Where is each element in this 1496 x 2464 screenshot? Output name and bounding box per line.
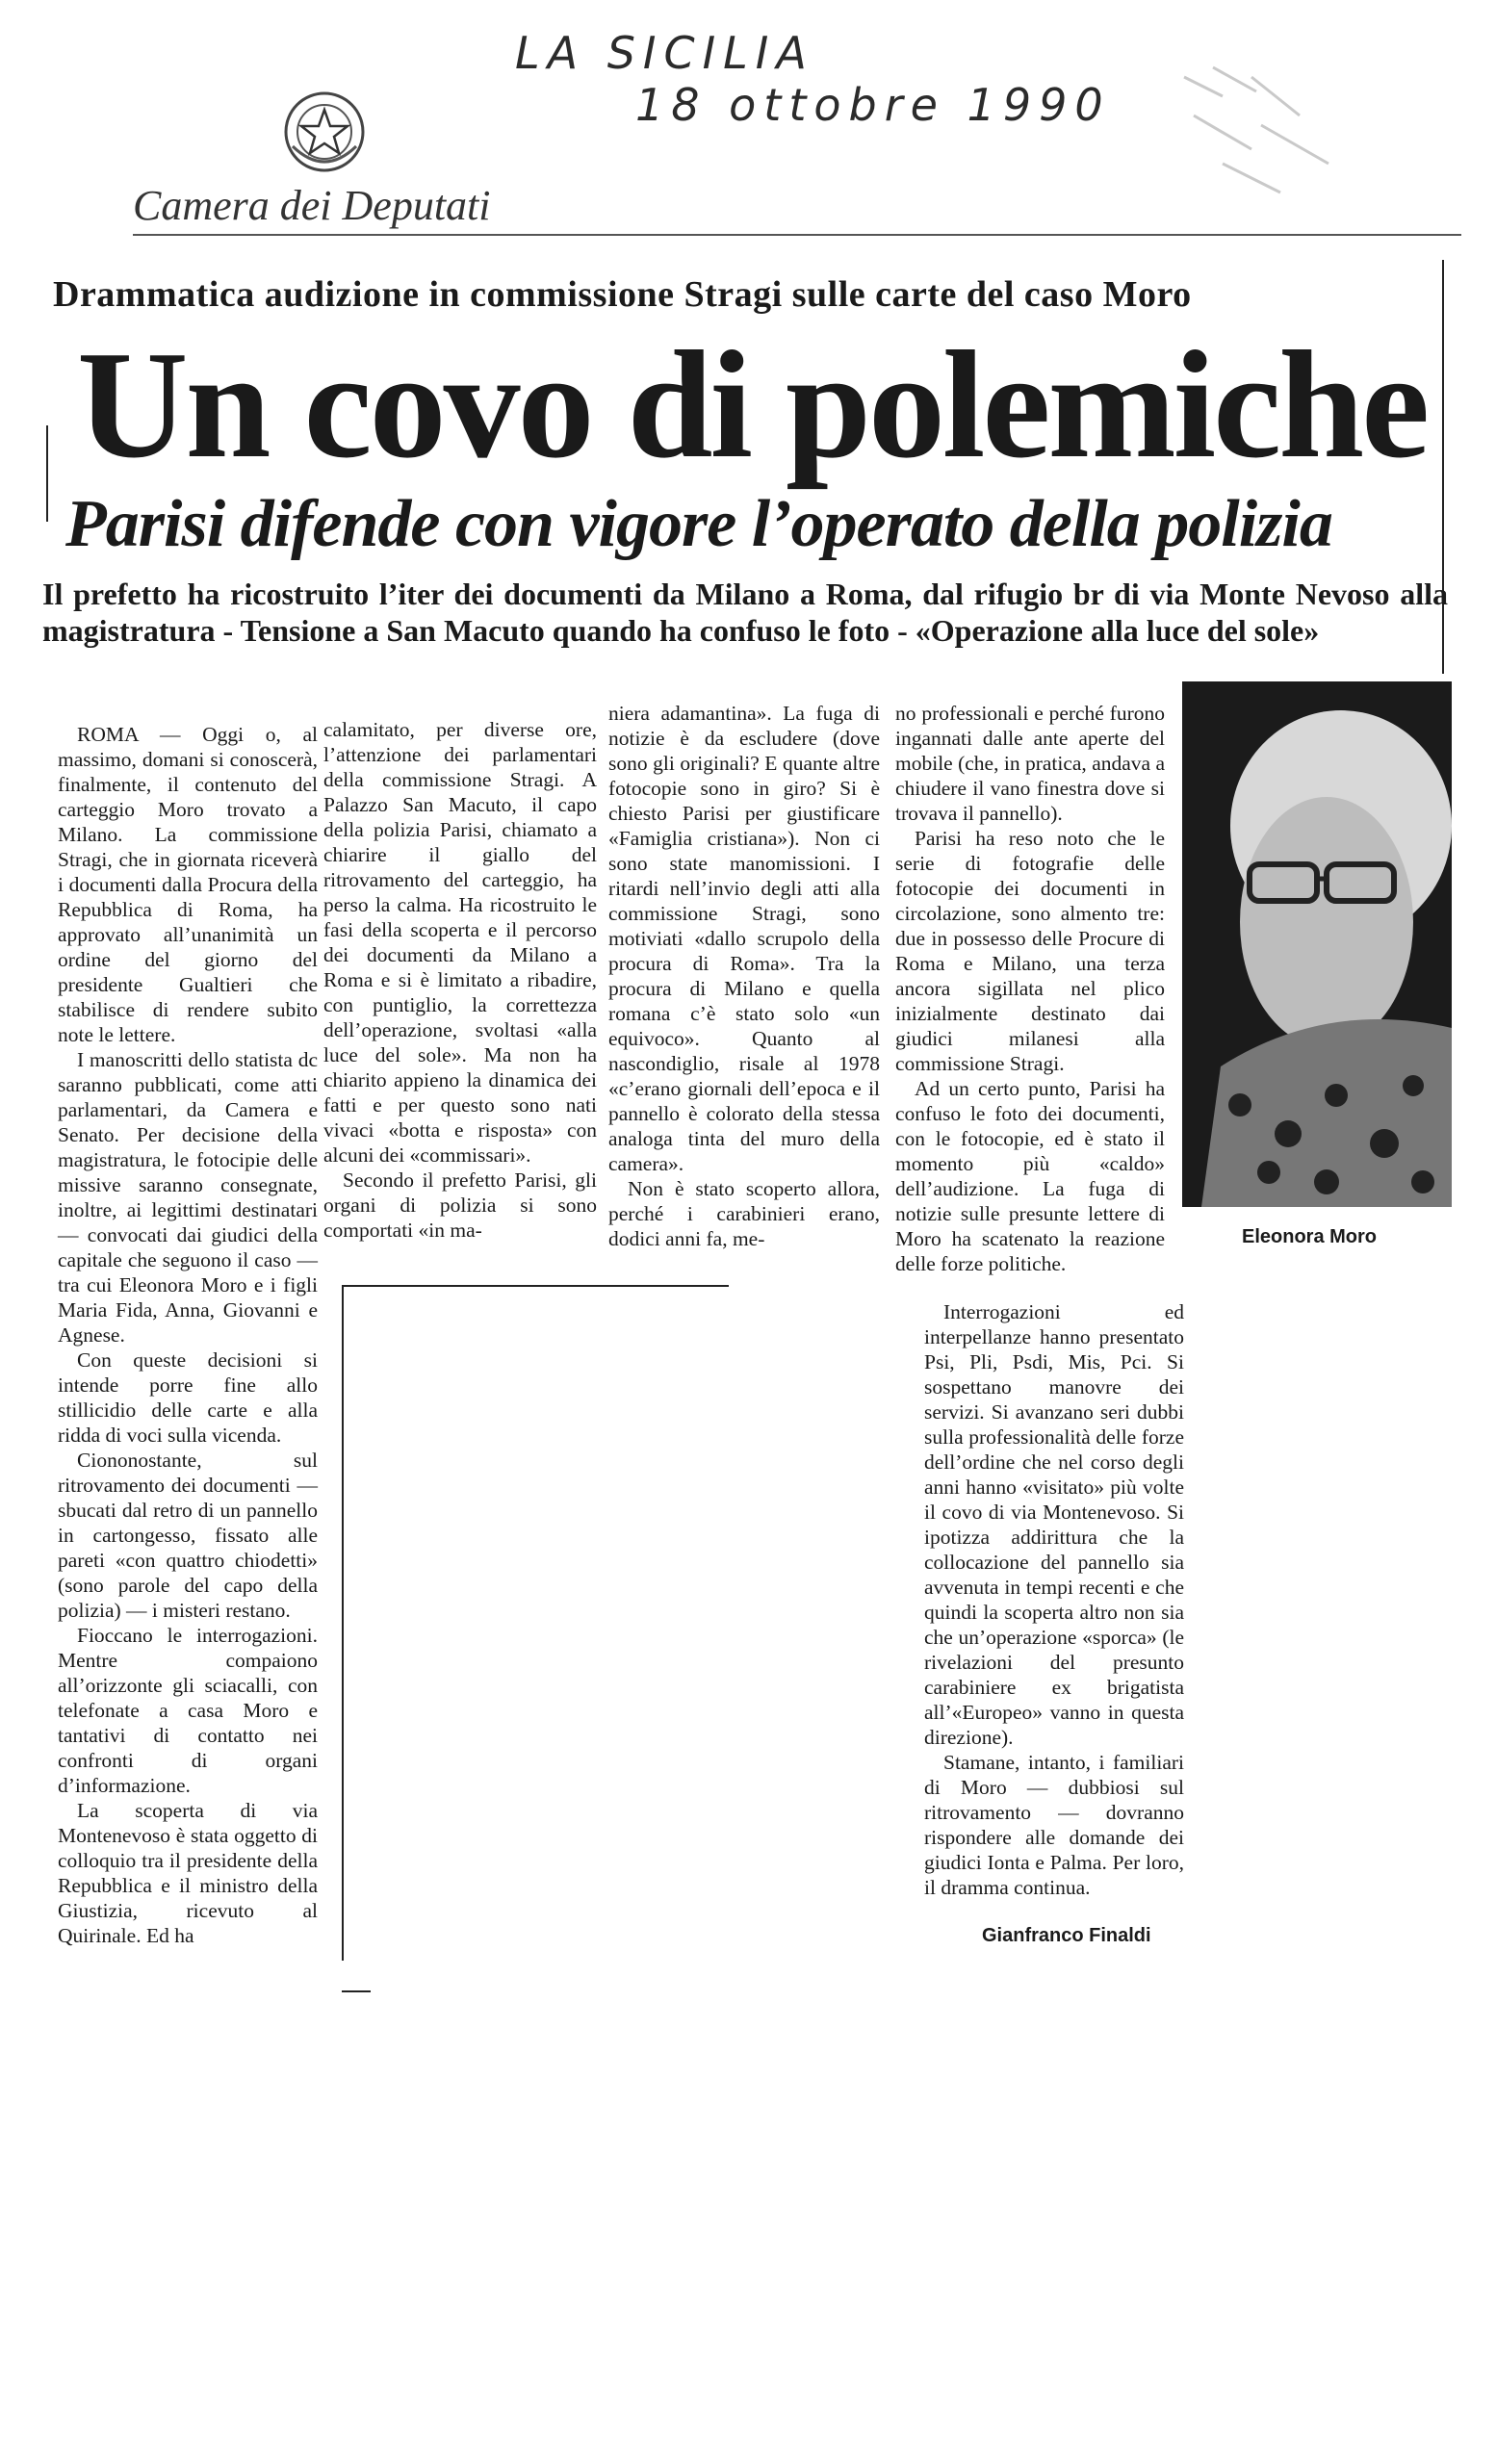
text-column-3 xyxy=(608,701,880,1251)
left-bracket-rule xyxy=(46,425,48,522)
paragraph: La scoperta di via Montenevoso è stata oggetto di colloquio tra il presidente della Repubblica e il ministro della Giustizia, ricevuto al Quirinale. Ed ha xyxy=(58,1799,318,1947)
faded-stamp-icon xyxy=(1165,58,1348,202)
paragraph: Parisi ha reso noto che le serie di fotografie delle fotocopie dei documenti in circolazione, sono almento tre: due in possesso delle Procure di Roma e Milano, una terza ancora sigillata nel plico inizialmente destinato dai giudici milanesi alla commissione Stragi. xyxy=(895,827,1165,1075)
letterhead-rule xyxy=(133,234,1461,236)
paragraph: Con queste decisioni si intende porre fine allo stillicidio delle carte e alla ridda di voci sulla vicenda. xyxy=(58,1348,318,1447)
article-kicker: Drammatica audizione in commissione Stragi sulle carte del caso Moro xyxy=(53,274,1192,315)
paragraph: niera adamantina». La fuga di notizie è da escludere (dove sono gli originali? E quante altre fotocopie sono in giro? Si è chiesto Parisi per giustificare «Famiglia cristiana»). Non ci sono state manomissioni. I ritardi nell’invio degli atti alla commissione Stragi, sono motiviati «dallo scrupolo della procura di Roma». Tra la procura di Milano e quella romana c’è stato solo «un equivoco». Quanto al nascondiglio, risale al 1978 «c’erano giornali dell’epoca e il pannello è colorato della stessa analoga tinta del muro della camera». xyxy=(608,702,880,1175)
chamber-letterhead: Camera dei Deputati xyxy=(133,182,491,229)
text-column-1 xyxy=(58,722,318,1948)
article-deck: Il prefetto ha ricostruito l’iter dei documenti da Milano a Roma, dal rifugio br di via Monte Nevoso alla magistratura - Tensione a San Macuto quando ha confuso le foto - «Operazione alla luce del sole» xyxy=(42,577,1448,648)
text-column-4 xyxy=(895,701,1165,1276)
paragraph: Ciononostante, sul ritrovamento dei documenti — sbucati dal retro di un pannello in cartongesso, fissato alle pareti «con quattro chiodetti» (sono parole del capo della polizia) — i misteri restano. xyxy=(58,1449,318,1622)
paragraph: Secondo il prefetto Parisi, gli organi di polizia si sono comportati «in ma- xyxy=(323,1168,597,1242)
handwritten-date: 18 ottobre 1990 xyxy=(635,79,1111,131)
paragraph: Stamane, intanto, i familiari di Moro — dubbiosi sul ritrovamento — dovranno rispondere alle domande dei giudici Ionta e Palma. Per loro, il dramma continua. xyxy=(924,1751,1184,1899)
paragraph: Fioccano le interrogazioni. Mentre compaiono all’orizzonte gli sciacalli, con telefonate a casa Moro e tantativi di contatto nei confronti di organi d’informazione. xyxy=(58,1624,318,1797)
paragraph: Interrogazioni ed interpellanze hanno presentato Psi, Pli, Psdi, Mis, Pci. Si sospettano manovre dei servizi. Si avanzano seri dubbi sulla professionalità delle forze dell’ordine che nel corso degli anni hanno «visitato» più volte il covo di via Montenevoso. Si ipotizza addirittura che la collocazione del pannello sia avvenuta in tempi recenti e che quindi la scoperta altro non sia che un’operazione «sporca» (le rivelazioni del presunto carabiniere ex brigatista all’«Europeo» vanno in questa direzione). xyxy=(924,1300,1184,1749)
portrait-photo xyxy=(1182,681,1452,1207)
text-column-2 xyxy=(323,717,597,1243)
article-byline: Gianfranco Finaldi xyxy=(982,1925,1151,1946)
empty-photo-frame xyxy=(342,1285,729,1961)
paragraph: calamitato, per diverse ore, l’attenzione dei parlamentari della commissione Stragi. A Palazzo San Macuto, il capo della polizia Parisi, chiamato a chiarire il giallo del ritrovamento del carteggio, ha perso la calma. Ha ricostruito le fasi della scoperta e il percorso dei documenti da Milano a Roma e si è limitato a ribadire, con puntiglio, la correttezza dell’operazione, svoltasi «alla luce del sole». Ma non ha chiarito appieno la dinamica dei fatti e per questo sono nati vivaci «botta e risposta» con alcuni dei «commissari». xyxy=(323,718,597,1167)
italian-republic-emblem-icon xyxy=(281,89,368,175)
paragraph: Ad un certo punto, Parisi ha confuso le foto dei documenti, con le fotocopie, ed è stato il momento più «caldo» dell’audizione. La fuga di notizie sulle presunte lettere di Moro ha scatenato la reazione delle forze politiche. xyxy=(895,1077,1165,1275)
article-headline: Un covo di polemiche xyxy=(77,319,1428,490)
handwritten-newspaper-name: LA SICILIA xyxy=(515,27,814,79)
text-column-4-continued xyxy=(924,1299,1184,1900)
paragraph: no professionali e perché furono ingannati dalle ante aperte del mobile (che, in pratica, andava a chiudere il vano finestra dove si trovava il pannello). xyxy=(895,702,1165,825)
photo-caption: Eleonora Moro xyxy=(1242,1226,1378,1247)
paragraph: ROMA — Oggi o, al massimo, domani si conoscerà, finalmente, il contenuto del carteggio Moro trovato a Milano. La commissione Stragi, che in giornata riceverà i documenti dalla Procura della Repubblica di Roma, ha approvato all’unanimità un ordine del giorno del presidente Gualtieri che stabilisce di rendere subito note le lettere. xyxy=(58,723,318,1046)
portrait-illustration xyxy=(1182,681,1452,1207)
paragraph: I manoscritti dello statista dc saranno pubblicati, come atti parlamentari, da Camera e Senato. Per decisione della magistratura, le fotocipie delle missive saranno consegnate, inoltre, ai legittimi destinatari — convocati dai giudici della capitale che seguono il caso — tra cui Eleonora Moro e i figli Maria Fida, Anna, Giovanni e Agnese. xyxy=(58,1048,318,1347)
article-subheadline: Parisi difende con vigore l’operato della polizia xyxy=(65,487,1332,561)
bottom-rule xyxy=(342,1990,371,1992)
paragraph: Non è stato scoperto allora, perché i carabinieri erano, dodici anni fa, me- xyxy=(608,1177,880,1250)
